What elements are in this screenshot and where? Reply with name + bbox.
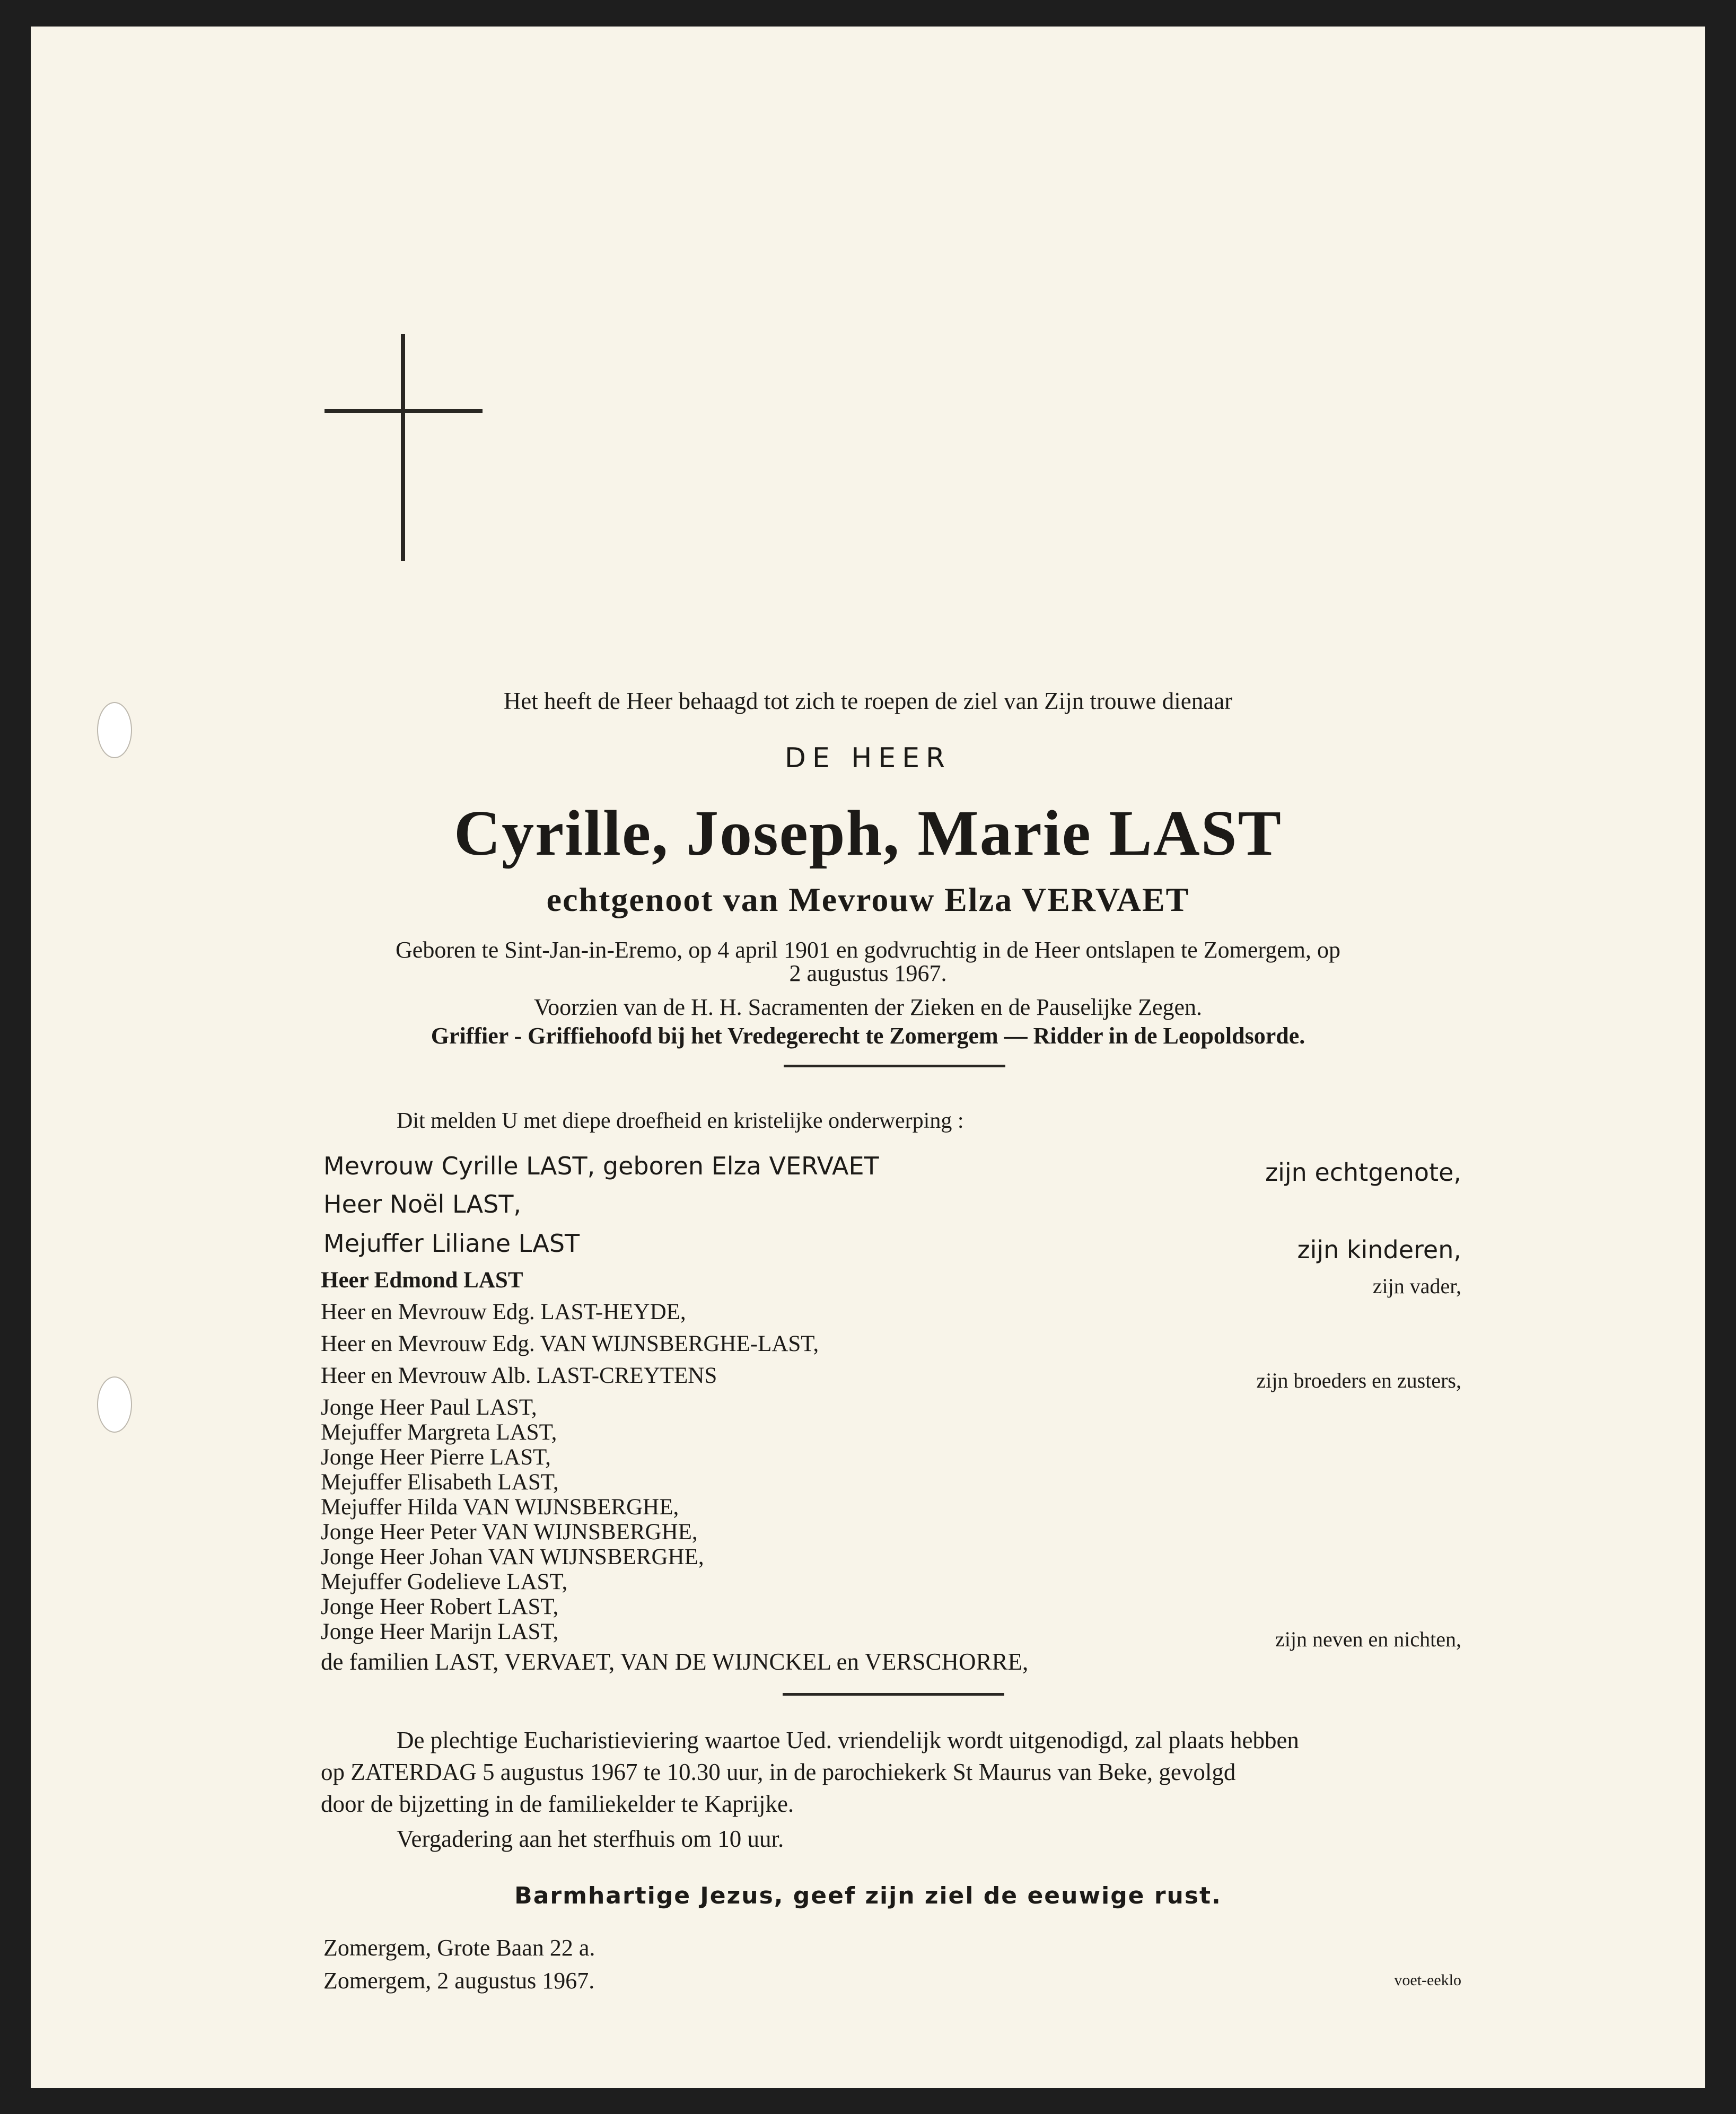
sacraments-line: Voorzien van de H. H. Sacramenten der Zieken en de Pauselijke Zegen. <box>533 994 1203 1020</box>
address-line: Zomergem, Grote Baan 22 a. <box>323 1935 595 1961</box>
birth-line-1: Geboren te Sint-Jan-in-Eremo, op 4 april 1901 en godvruchtig in de Heer ontslapen te Zomergem, op <box>396 937 1340 963</box>
mourner-item: Jonge Heer Paul LAST, <box>321 1395 537 1420</box>
mourner-item: Heer Noël LAST, <box>323 1190 522 1218</box>
mourner-item: Mejuffer Liliane LAST <box>323 1229 580 1258</box>
relation-label: zijn vader, <box>1372 1274 1461 1298</box>
salutation: DE HEER <box>784 742 952 774</box>
mass-text-line: op ZATERDAG 5 augustus 1967 te 10.30 uur, in de parochiekerk St Maurus van Beke, gevolgd <box>321 1759 1236 1785</box>
birth-line-2: 2 augustus 1967. <box>789 960 947 986</box>
announcement: Dit melden U met diepe droefheid en kristelijke onderwerping : <box>397 1109 964 1133</box>
mourner-item: Heer en Mevrouw Edg. VAN WIJNSBERGHE-LAST, <box>321 1331 819 1356</box>
mourner-item: Jonge Heer Pierre LAST, <box>321 1445 551 1470</box>
mourner-item: Heer en Mevrouw Edg. LAST-HEYDE, <box>321 1300 686 1324</box>
mourner-item: Heer en Mevrouw Alb. LAST-CREYTENS <box>321 1363 717 1388</box>
mourner-item: Mejuffer Hilda VAN WIJNSBERGHE, <box>321 1495 679 1520</box>
punch-hole-bottom <box>97 1376 132 1433</box>
titles-line: Griffier - Griffiehoofd bij het Vredegerecht te Zomergem — Ridder in de Leopoldsorde. <box>431 1023 1305 1049</box>
place-date-line: Zomergem, 2 augustus 1967. <box>323 1968 595 1994</box>
divider-1 <box>784 1065 1005 1067</box>
relation-label: zijn broeders en zusters, <box>1256 1369 1461 1392</box>
intro-text: Het heeft de Heer behaagd tot zich te roepen de ziel van Zijn trouwe dienaar <box>503 688 1233 714</box>
mourner-item: Jonge Heer Peter VAN WIJNSBERGHE, <box>321 1520 698 1545</box>
mass-text-line: door de bijzetting in de familiekelder te Kaprijke. <box>321 1791 794 1817</box>
divider-2 <box>783 1693 1004 1696</box>
printer-mark: voet-eeklo <box>1394 1971 1461 1989</box>
relation-label: zijn kinderen, <box>1297 1235 1461 1264</box>
mourner-item: Mejuffer Margreta LAST, <box>321 1420 557 1445</box>
mourner-item: Mejuffer Godelieve LAST, <box>321 1569 568 1594</box>
spouse-line: echtgenoot van Mevrouw Elza VERVAET <box>546 881 1190 918</box>
mourner-item: Jonge Heer Marijn LAST, <box>321 1619 559 1644</box>
mourner-item: Mevrouw Cyrille LAST, geboren Elza VERVAET <box>323 1152 879 1180</box>
cross-icon-vertical <box>401 334 405 561</box>
mourner-item: Jonge Heer Robert LAST, <box>321 1594 559 1619</box>
mourner-item: Mejuffer Elisabeth LAST, <box>321 1470 559 1495</box>
cross-icon-horizontal <box>325 409 483 413</box>
gathering-line: Vergadering aan het sterfhuis om 10 uur. <box>397 1826 784 1852</box>
relation-label: zijn neven en nichten, <box>1275 1627 1461 1651</box>
mourner-item: de familien LAST, VERVAET, VAN DE WIJNCKEL en VERSCHORRE, <box>321 1648 1029 1675</box>
mourner-item: Jonge Heer Johan VAN WIJNSBERGHE, <box>321 1545 704 1569</box>
mass-text-line: De plechtige Eucharistieviering waartoe Ued. vriendelijk wordt uitgenodigd, zal plaats hebben <box>397 1727 1299 1753</box>
mourner-item: Heer Edmond LAST <box>321 1268 523 1293</box>
prayer-line: Barmhartige Jezus, geef zijn ziel de eeuwige rust. <box>514 1882 1222 1909</box>
deceased-name: Cyrille, Joseph, Marie LAST <box>454 797 1282 869</box>
relation-label: zijn echtgenote, <box>1265 1158 1461 1187</box>
